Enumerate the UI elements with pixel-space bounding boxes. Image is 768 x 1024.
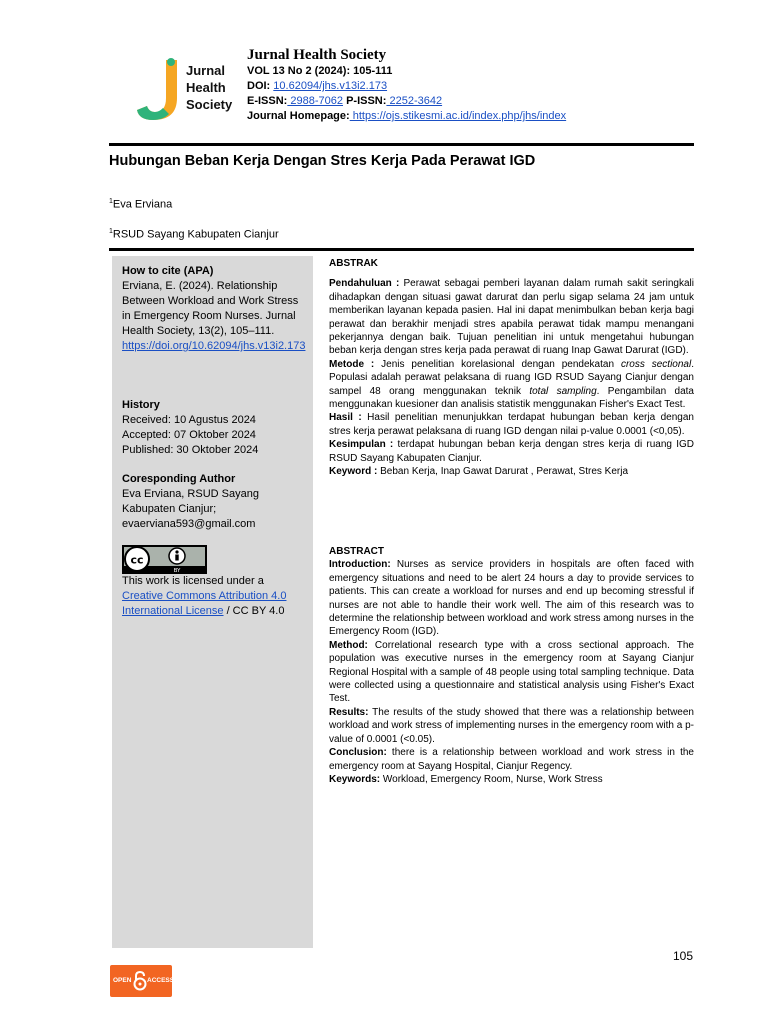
corr-name: Eva Erviana, RSUD Sayang Kabupaten Cianjur; [122, 488, 259, 515]
abstrak-p5-label: Keyword : [329, 466, 378, 478]
history-block [122, 398, 308, 458]
doi-link[interactable]: 10.62094/jhs.v13i2.173 [273, 80, 388, 92]
section-rule [109, 248, 694, 251]
abstract-conclusion [329, 746, 694, 773]
svg-text:cc: cc [130, 553, 144, 567]
abstract-p1-label: Introduction: [329, 559, 391, 571]
abstract-p4-label: Conclusion: [329, 747, 387, 759]
eissn-label: E-ISSN: [247, 95, 288, 107]
abstract-introduction [329, 558, 694, 638]
journal-name: Jurnal Health Society [247, 47, 387, 63]
logo-line-3: Society [186, 97, 233, 112]
abstract-p2-label: Method: [329, 639, 368, 651]
pissn-label: P-ISSN: [346, 95, 387, 107]
abstrak-p2a: Jenis penelitian korelasional dengan pendekatan [374, 358, 621, 370]
pissn-link[interactable]: 2252-3642 [386, 95, 443, 107]
open-lock-icon [133, 971, 147, 991]
logo-text [186, 62, 232, 113]
abstract-p5-label: Keywords: [329, 773, 381, 785]
abstract-section [329, 545, 694, 786]
abstrak-p2-italic-2: total sampling [529, 385, 597, 397]
oa-left-text: OPEN [113, 977, 132, 984]
cite-text: Erviana, E. (2024). Relationship Between Workload and Work Stress in Emergency Room Nurses. Jurnal Health Society, 13(2), 105–111. [122, 280, 299, 337]
doi-label: DOI: [247, 80, 271, 92]
affil-sup: 1 [109, 228, 113, 235]
logo-line-1: Jurnal [186, 63, 226, 78]
abstrak-p1-label: Pendahuluan : [329, 278, 400, 290]
volume-info: VOL 13 No 2 (2024): 105-111 [247, 65, 393, 77]
abstract-heading: ABSTRACT [329, 546, 384, 557]
abstrak-p5-text: Beban Kerja, Inap Gawat Darurat , Perawat, Stres Kerja [377, 466, 629, 478]
accepted-date: Accepted: 07 Oktober 2024 [122, 429, 256, 441]
cc-by-icon[interactable] [122, 545, 207, 574]
header-rule [109, 143, 694, 146]
oa-right-text: ACCESS [147, 977, 175, 984]
abstract-p3-text: The results of the study showed that there was a relationship between workload and work stress of implementing nurses in the emergency room with a p-value of 0.0001 (<0.05). [329, 706, 694, 745]
author-name: Eva Erviana [112, 198, 173, 211]
license-block [122, 574, 308, 619]
page-number: 105 [673, 949, 694, 963]
corr-block [122, 472, 308, 532]
abstrak-kesimpulan [329, 438, 694, 465]
abstract-p4-text: there is a relationship between workload and work stress in the emergency room at Sayang Hospital, Cianjur Regency. [329, 747, 694, 772]
cite-doi-link[interactable]: https://doi.org/10.62094/jhs.v13i2.173 [122, 340, 306, 352]
affiliation-name: RSUD Sayang Kabupaten Cianjur [112, 228, 279, 241]
abstrak-p1-text: Perawat sebagai pemberi layanan dalam rumah sakit seringkali dihadapkan dengan situasi gawat darurat dan perlu sigap selama 24 jam untuk memberikan layanan kepada pasien. Hal ini dapat menimbulkan beban kerja bagi perawat dan berakhir menjadi stres apabila perawat tidak mampu menangani pekerjannya dengan baik. Tujuan penelitian ini untuk mengetahui hubungan beban kerja dengan stres kerja pada perawat di ruang Inap Gawat Darurat (IGD). [329, 278, 694, 357]
history-heading: History [122, 399, 160, 411]
cc-by-text: BY [173, 568, 181, 574]
abstrak-heading: ABSTRAK [329, 258, 378, 269]
corr-heading: Coresponding Author [122, 473, 236, 485]
abstrak-p4-text: terdapat hubungan beban kerja dengan stres kerja di ruang IGD RSUD Sayang Kabupaten Cianjur. [329, 439, 694, 464]
homepage-label: Journal Homepage: [247, 110, 350, 122]
abstrak-keyword [329, 465, 694, 478]
abstrak-hasil [329, 411, 694, 438]
cite-block [122, 264, 308, 354]
abstract-p3-label: Results: [329, 706, 369, 718]
author [109, 198, 172, 211]
journal-header [247, 46, 566, 124]
eissn-link[interactable]: 2988-7062 [287, 95, 344, 107]
abstract-method [329, 639, 694, 706]
corr-email: evaerviana593@gmail.com [122, 518, 256, 530]
abstrak-p3-label: Hasil : [329, 412, 362, 424]
article-title: Hubungan Beban Kerja Dengan Stres Kerja Pada Perawat IGD [109, 153, 536, 169]
cite-heading: How to cite (APA) [122, 265, 214, 277]
abstrak-section [329, 257, 694, 479]
license-link[interactable]: Creative Commons Attribution 4.0 International License [122, 590, 287, 617]
abstract-p2-text: Correlational research type with a cross sectional approach. The population was executive nurses in the emergency room at Sayang Cianjur Regional Hospital with a sample of 48 people using total sampling technique. Data were collected using a questionnaire and statistical analysis using Fisher's Exact Test. [329, 639, 694, 705]
published-date: Published: 30 Oktober 2024 [122, 444, 259, 456]
abstrak-p4-label: Kesimpulan : [329, 439, 394, 451]
abstrak-p2-italic-1: cross sectional [620, 358, 692, 370]
affiliation [109, 228, 279, 241]
abstrak-p2c: . Pengambilan data menggunakan kuesioner dan analisis statistik menggunakan Fisher's Exact Test. [329, 385, 694, 411]
abstrak-pendahuluan [329, 277, 694, 357]
abstrak-p2-label: Metode : [329, 358, 375, 370]
logo-line-2: Health [186, 80, 226, 95]
license-suffix: / CC BY 4.0 [223, 605, 285, 617]
abstract-p1-text: Nurses as service providers in hospitals are often faced with emergency situations and need to be alert 24 hours a day to provide services to patients. This can create a workload for nurses and end up becoming stressful if nurses are not able to handle their work well. The aim of this research was to determine the relationship between workload and work stress among nurses in the Emergency Room (IGD). [329, 559, 694, 638]
abstrak-p2b: . Populasi adalah perawat pelaksana di ruang IGD RSUD Sayang Cianjur dengan sampel 48 orang menggunakan teknik [329, 358, 694, 397]
abstrak-p3-text: Hasil penelitian menunjukkan terdapat hubungan beban kerja dengan stres kerja perawat pelaksana di ruang IGD dengan nilai p-value 0.0001 (<0,05). [329, 412, 694, 437]
license-text: This work is licensed under a [122, 575, 264, 587]
abstrak-metode [329, 358, 694, 412]
received-date: Received: 10 Agustus 2024 [122, 414, 256, 426]
abstract-results [329, 706, 694, 746]
author-sup: 1 [109, 198, 113, 205]
homepage-link[interactable]: https://ojs.stikesmi.ac.id/index.php/jhs/index [349, 110, 567, 122]
abstract-keywords [329, 773, 694, 786]
abstract-p5-text: Workload, Emergency Room, Nurse, Work Stress [380, 773, 603, 785]
open-access-badge[interactable] [110, 965, 175, 997]
